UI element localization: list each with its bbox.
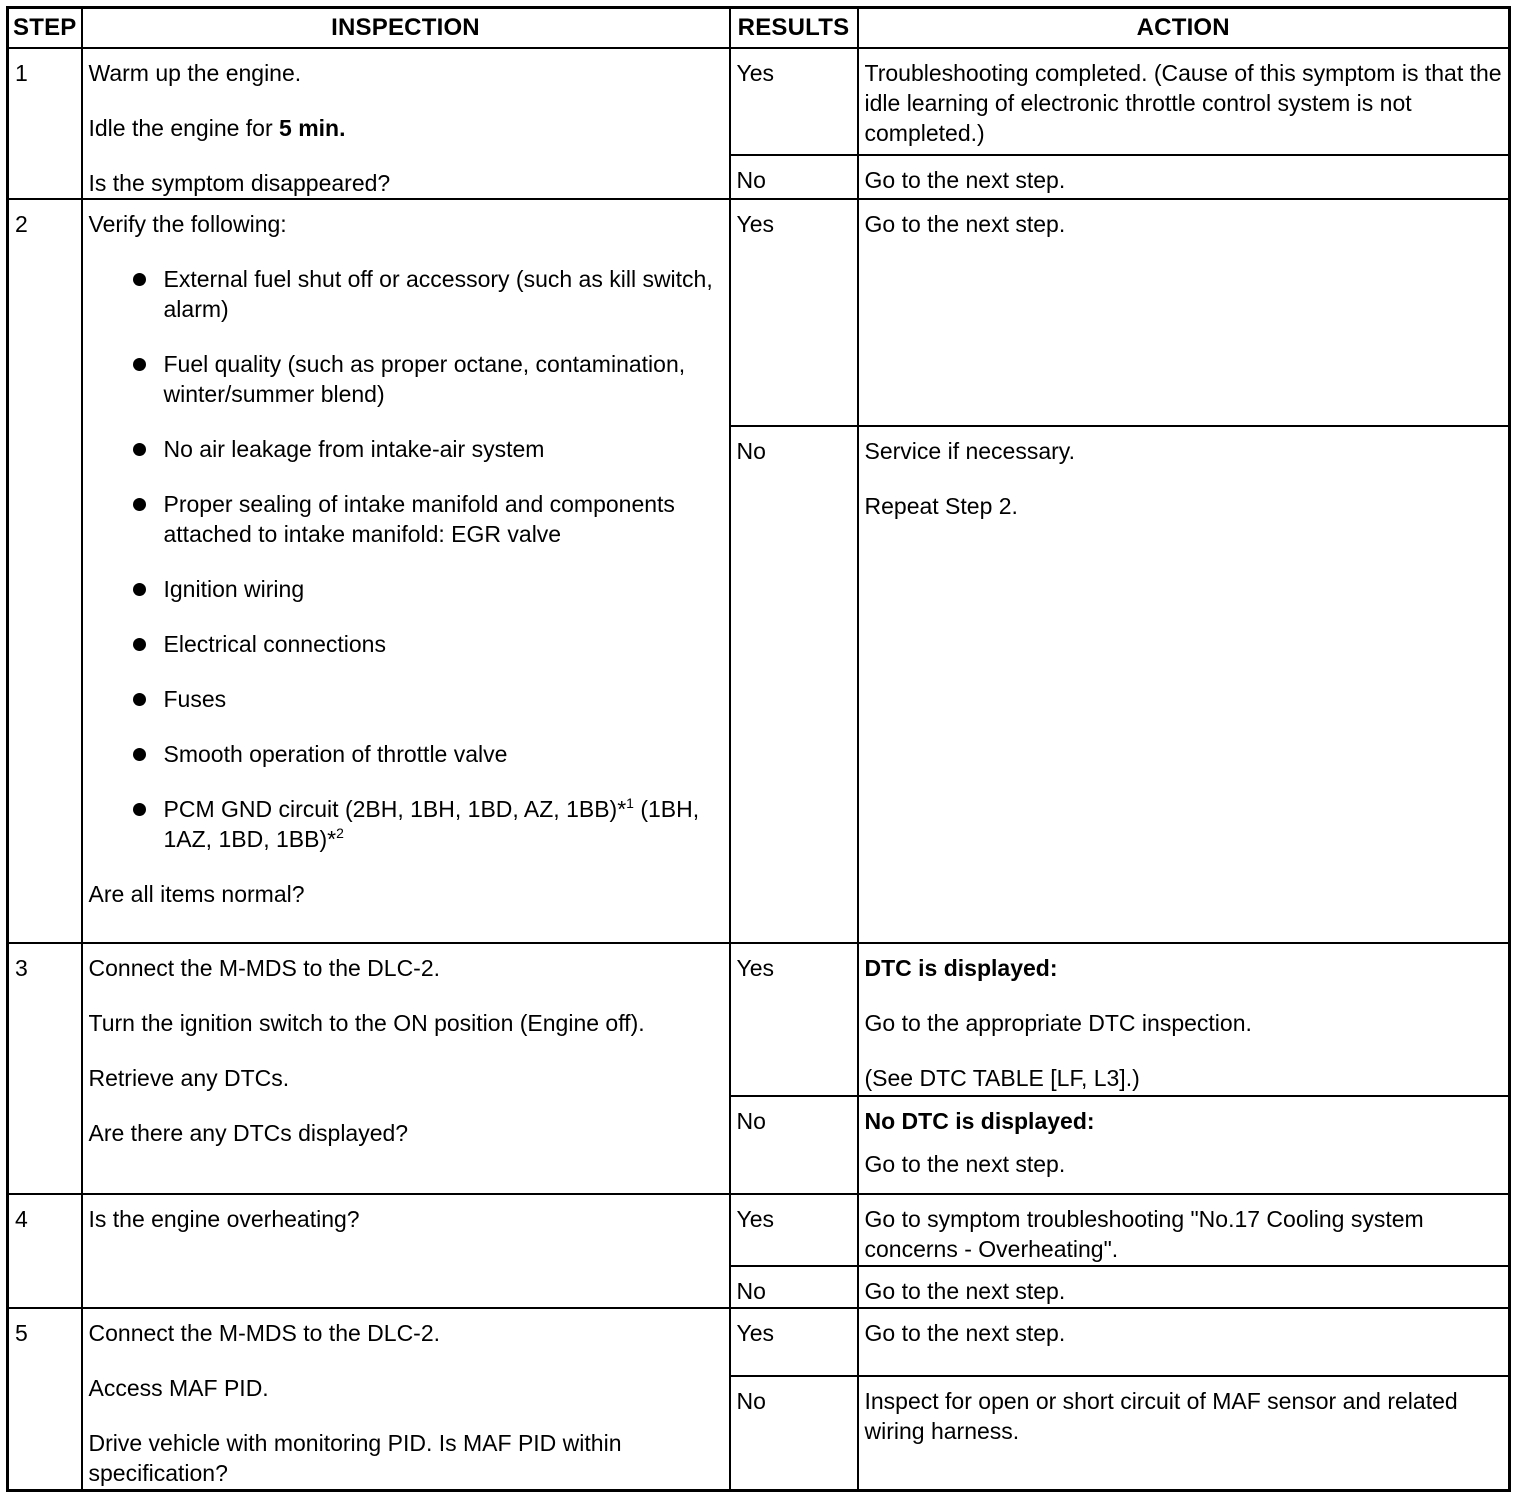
step1-insp-line: Is the symptom disappeared? [88,170,391,196]
step2-intro: Verify the following: [88,211,287,238]
list-item: Fuses [89,684,723,714]
step5-action-no: Inspect for open or short circuit of MAF sensor and related wiring harness. [858,1376,1510,1490]
step5-row-yes [8,1308,1510,1376]
list-item: Electrical connections [89,629,723,659]
step5-action-yes: Go to the next step. [858,1308,1510,1376]
step2-result-yes: Yes [730,199,858,426]
step2-action-line: Repeat Step 2. [864,492,1018,519]
step2-action-no [858,426,1510,943]
step1-inspection [82,48,730,199]
step5-insp-line: Access MAF PID. [88,1375,269,1401]
step5-insp-line: Drive vehicle with monitoring PID. Is MAF PID within specification? [88,1430,622,1486]
step3-action-line: Go to the next step. [864,1150,1066,1177]
step2-action-line: Service if necessary. [864,437,1075,464]
step3-action-no [858,1096,1510,1194]
list-item: Smooth operation of throttle valve [89,739,723,769]
list-item: No air leakage from intake-air system [89,434,723,464]
results-header: RESULTS [730,8,858,49]
step3-number: 3 [8,943,82,1194]
step3-action-yes [858,943,1510,1095]
step3-action-line: DTC is displayed: [864,955,1058,982]
step5-number: 5 [8,1308,82,1491]
step4-inspection: Is the engine overheating? [82,1194,730,1308]
step1-result-yes: Yes [730,48,858,155]
action-header: ACTION [858,8,1510,49]
step5-result-no: No [730,1376,858,1490]
step1-action-yes: Troubleshooting completed. (Cause of this symptom is that the idle learning of electronic throttle control system is not completed.) [858,48,1510,155]
step4-action-no: Go to the next step. [858,1266,1510,1308]
step2-action-yes: Go to the next step. [858,199,1510,426]
step5-inspection [82,1308,730,1491]
step2-result-no: No [730,426,858,943]
header-row [8,8,1510,49]
troubleshooting-table [6,6,1511,1492]
step1-row-yes [8,48,1510,155]
step3-row-yes [8,943,1510,1095]
step1-insp-line: Idle the engine for 5 min. [88,115,346,141]
list-item: Proper sealing of intake manifold and components attached to intake manifold: EGR valve [89,489,723,549]
step1-action-no: Go to the next step. [858,155,1510,199]
step1-number: 1 [8,48,82,199]
step3-action-line: No DTC is displayed: [864,1107,1095,1134]
step3-insp-line: Are there any DTCs displayed? [88,1120,409,1147]
step1-result-no: No [730,155,858,199]
step2-row-yes [8,199,1510,426]
step5-insp-line: Connect the M-MDS to the DLC-2. [88,1320,441,1346]
step3-insp-line: Connect the M-MDS to the DLC-2. [88,955,441,982]
step4-action-yes: Go to symptom troubleshooting "No.17 Cooling system concerns - Overheating". [858,1194,1510,1266]
step-header: STEP [8,8,82,49]
step3-result-no: No [730,1096,858,1194]
list-item: External fuel shut off or accessory (such as kill switch, alarm) [89,264,723,324]
step2-question: Are all items normal? [88,881,305,908]
list-item: PCM GND circuit (2BH, 1BH, 1BD, AZ, 1BB)*$^1$ (1BH, 1AZ, 1BD, 1BB)*$^2$ [89,794,723,854]
step4-row-yes [8,1194,1510,1266]
step3-insp-line: Retrieve any DTCs. [88,1065,290,1092]
step4-result-no: No [730,1266,858,1308]
step5-result-yes: Yes [730,1308,858,1376]
step3-result-yes: Yes [730,943,858,1095]
step4-number: 4 [8,1194,82,1308]
list-item: Fuel quality (such as proper octane, contamination, winter/summer blend) [89,349,723,409]
step1-insp-line: Warm up the engine. [88,60,302,86]
step4-result-yes: Yes [730,1194,858,1266]
step2-checklist [89,264,723,854]
step3-action-line: Go to the appropriate DTC inspection. [864,1010,1252,1037]
step3-inspection [82,943,730,1194]
step2-number: 2 [8,199,82,943]
step3-insp-line: Turn the ignition switch to the ON position (Engine off). [88,1010,645,1037]
step3-action-line: (See DTC TABLE [LF, L3].) [864,1065,1140,1092]
step2-inspection [82,199,730,943]
inspection-header: INSPECTION [82,8,730,49]
list-item: Ignition wiring [89,574,723,604]
